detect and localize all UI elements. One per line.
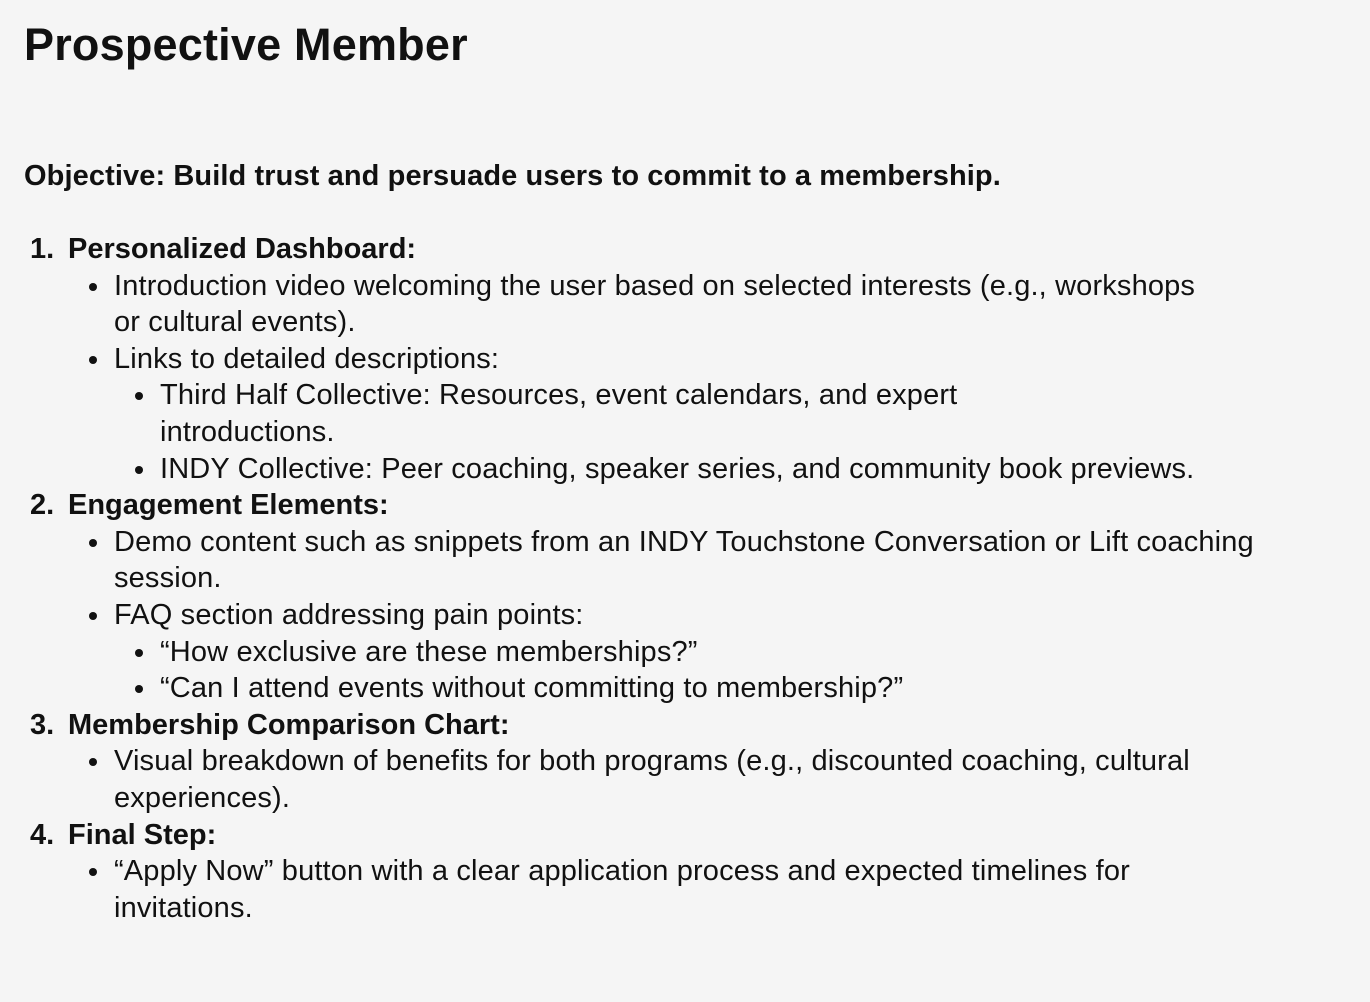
bullet-dot-icon	[89, 539, 97, 547]
sub-bullet-text: “Can I attend events without committing to membership?”	[160, 672, 904, 705]
bullet-dot-icon	[89, 283, 97, 291]
bullet-item	[68, 853, 1330, 926]
bullet-text: Demo content such as snippets from an INDY Touchstone Conversation or Lift coaching session.	[114, 525, 1254, 595]
sub-bullet-list	[114, 634, 1330, 707]
sub-bullet-item	[114, 377, 1330, 450]
bullet-list	[68, 524, 1330, 707]
bullet-dot-icon	[135, 392, 143, 400]
bullet-dot-icon	[89, 612, 97, 620]
sub-bullet-item	[114, 634, 1330, 671]
sub-bullet-list	[114, 377, 1330, 487]
section-item	[24, 707, 1330, 817]
bullet-dot-icon	[135, 649, 143, 657]
bullet-list	[68, 853, 1330, 926]
sub-bullet-item	[114, 670, 1330, 707]
page-title: Prospective Member	[24, 19, 468, 70]
bullet-dot-icon	[135, 685, 143, 693]
section-heading: Personalized Dashboard:	[68, 233, 417, 265]
bullet-item	[68, 597, 1330, 707]
sub-bullet-item	[114, 451, 1330, 488]
bullet-item	[68, 268, 1330, 341]
bullet-dot-icon	[135, 466, 143, 474]
bullet-text: Links to detailed descriptions:	[114, 342, 500, 375]
bullet-list	[68, 268, 1330, 488]
bullet-text: “Apply Now” button with a clear application process and expected timelines for invitations.	[114, 855, 1130, 924]
sub-bullet-text: Third Half Collective: Resources, event calendars, and expert introductions.	[160, 379, 958, 448]
sub-bullet-text: INDY Collective: Peer coaching, speaker series, and community book previews.	[160, 452, 1195, 485]
bullet-text: Introduction video welcoming the user based on selected interests (e.g., workshops or cultural events).	[114, 269, 1196, 339]
section-heading: Engagement Elements:	[68, 489, 389, 522]
bullet-list	[68, 743, 1330, 816]
section-item	[24, 487, 1330, 707]
section-list	[24, 231, 1330, 926]
bullet-item	[68, 743, 1330, 816]
bullet-dot-icon	[89, 868, 97, 876]
bullet-item	[68, 524, 1330, 597]
sub-bullet-text: “How exclusive are these memberships?”	[160, 635, 698, 668]
section-item	[24, 231, 1330, 487]
section-heading: Final Step:	[68, 818, 217, 851]
bullet-text: Visual breakdown of benefits for both programs (e.g., discounted coaching, cultural experiences).	[114, 745, 1190, 814]
objective-statement: Objective: Build trust and persuade users to commit to a membership.	[24, 160, 1001, 192]
section-item	[24, 817, 1330, 927]
bullet-dot-icon	[89, 758, 97, 766]
bullet-item	[68, 341, 1330, 487]
bullet-dot-icon	[89, 356, 97, 364]
section-heading: Membership Comparison Chart:	[68, 708, 510, 741]
bullet-text: FAQ section addressing pain points:	[114, 598, 584, 631]
